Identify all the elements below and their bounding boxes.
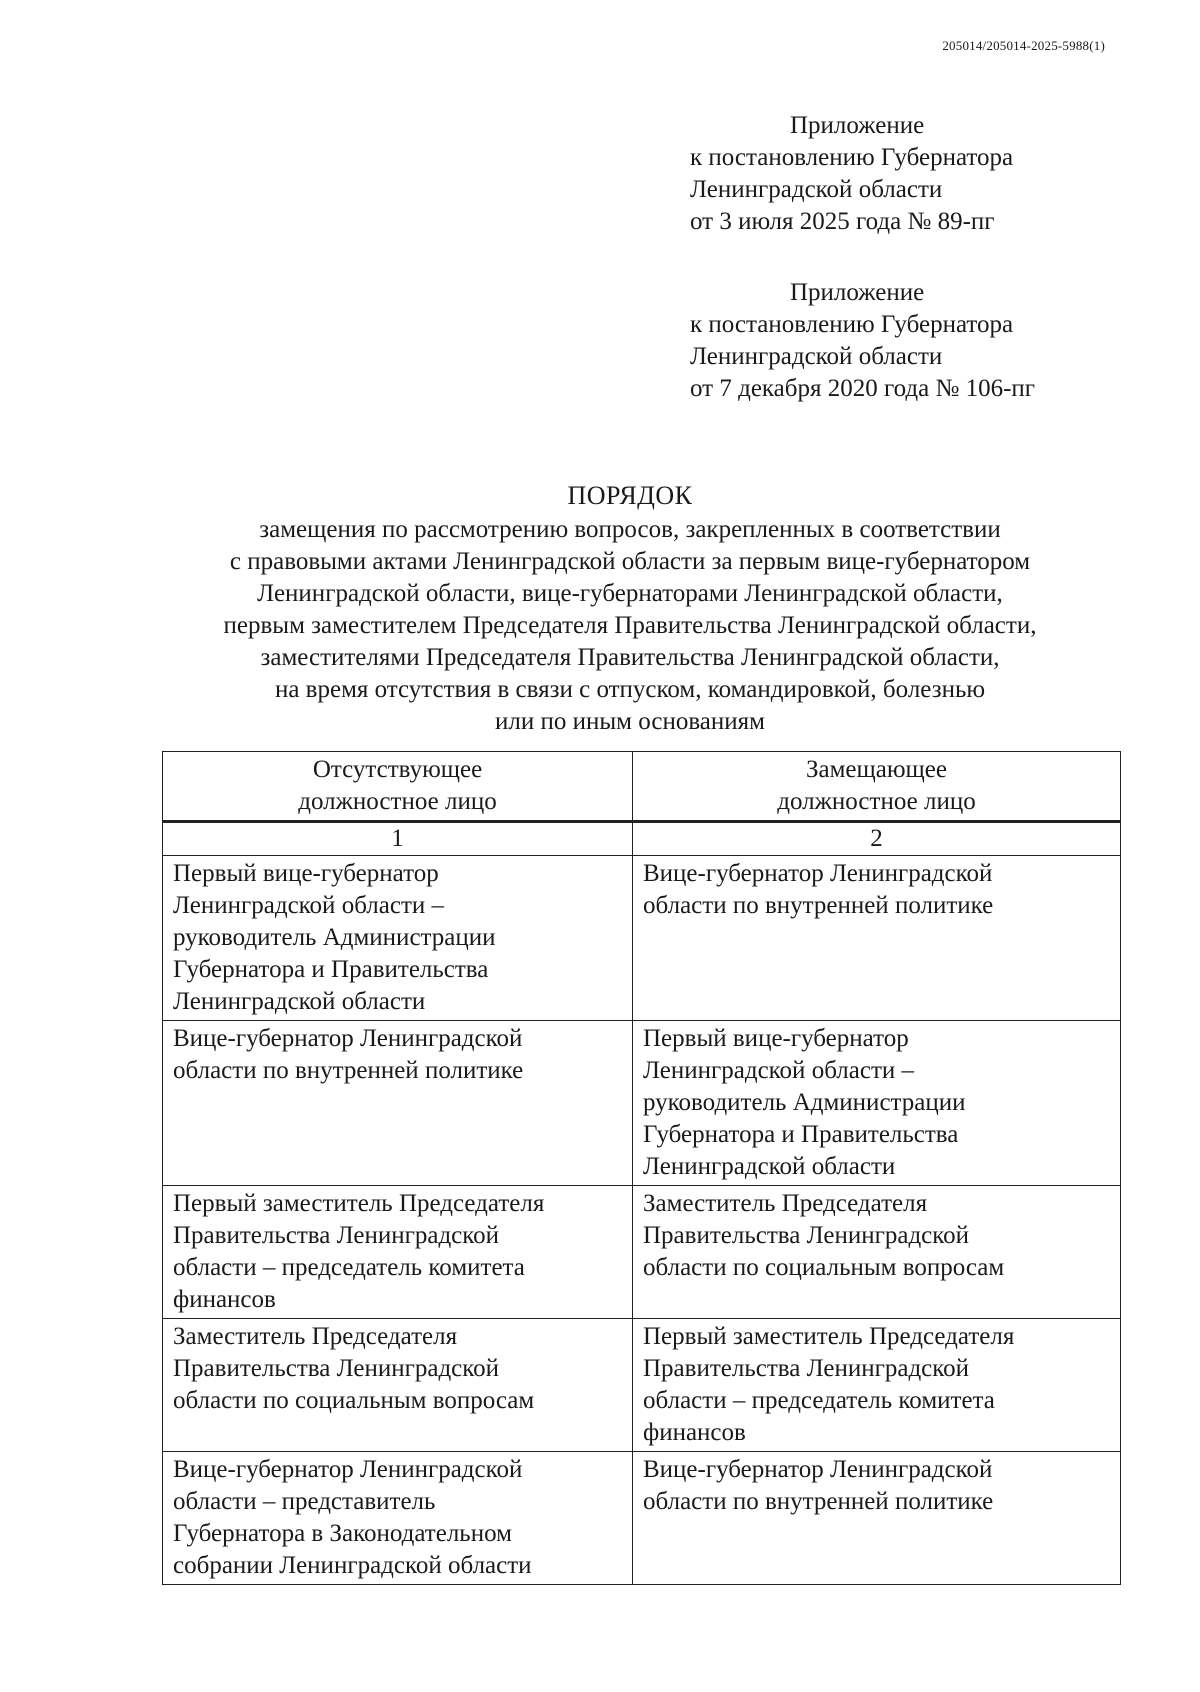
cell-text: Заместитель Председателя Правительства Ленинградской области по социальным вопросам [643,1190,1005,1281]
header-label: Замещающее должностное лицо [777,756,976,815]
title-line: Ленинградской области, вице-губернаторами Ленинградской области, [257,580,1003,607]
absent-official-cell [163,1452,633,1585]
cell-text: Заместитель Председателя Правительства Ленинградской области по социальным вопросам [173,1323,535,1414]
appendix-label: Приложение [790,112,925,139]
title-line: первым заместителем Председателя Правительства Ленинградской области, [223,612,1037,639]
cell-text: Первый заместитель Председателя Правительства Ленинградской области – председатель комитета финансов [173,1190,545,1313]
title-line: или по иным основаниям [495,708,765,735]
cell-text: Вице-губернатор Ленинградской области по внутренней политике [643,860,994,919]
header-label: Отсутствующее должностное лицо [298,756,497,815]
cell-text: Вице-губернатор Ленинградской области по внутренней политике [173,1025,524,1084]
cell-text: Вице-губернатор Ленинградской области – представитель Губернатора в Законодательном собрании Ленинградской области [173,1456,532,1579]
appendix-block-current [690,110,1150,238]
appendix-label: Приложение [790,279,925,306]
table-row [163,1021,1121,1186]
cell-text: Первый заместитель Председателя Правительства Ленинградской области – председатель комитета финансов [643,1323,1015,1446]
absent-official-cell [163,1021,633,1186]
appendix-line: к постановлению Губернатора [690,311,1014,338]
appendix-line: к постановлению Губернатора [690,144,1014,171]
header-substitute-official [633,752,1121,822]
table-header-row [163,752,1121,822]
appendix-line: Ленинградской области [690,343,943,370]
table-row [163,1186,1121,1319]
substitute-official-cell [633,1319,1121,1452]
substitute-official-cell [633,1186,1121,1319]
table-row [163,1452,1121,1585]
appendix-block-original [690,277,1150,405]
cell-text: Первый вице-губернатор Ленинградской области – руководитель Администрации Губернатора и Правительства Ленинградской области [173,860,496,1015]
header-absent-official [163,752,633,822]
absent-official-cell [163,1319,633,1452]
title-main: ПОРЯДОК [567,481,693,510]
appendix-date: от 3 июля 2025 года № 89-пг [690,208,995,235]
table-column-number-row [163,822,1121,856]
cell-text: Первый вице-губернатор Ленинградской области – руководитель Администрации Губернатора и Правительства Ленинградской области [643,1025,966,1180]
cell-text: Вице-губернатор Ленинградской области по внутренней политике [643,1456,994,1515]
table-row [163,1319,1121,1452]
document-id: 205014/205014-2025-5988(1) [942,38,1105,53]
column-number: 1 [163,822,633,856]
substitute-official-cell [633,1021,1121,1186]
table-row [163,856,1121,1021]
title-line: замещения по рассмотрению вопросов, закрепленных в соответствии [259,516,1001,543]
substitution-table [162,751,1121,1585]
substitute-official-cell [633,856,1121,1021]
title-line: с правовыми актами Ленинградской области за первым вице-губернатором [229,548,1031,575]
title-line: заместителями Председателя Правительства Ленинградской области, [260,644,1000,671]
appendix-line: Ленинградской области [690,176,943,203]
substitute-official-cell [633,1452,1121,1585]
column-number: 2 [633,822,1121,856]
document-title [150,480,1110,738]
appendix-date: от 7 декабря 2020 года № 106-пг [690,375,1036,402]
absent-official-cell [163,856,633,1021]
title-line: на время отсутствия в связи с отпуском, командировкой, болезнью [274,676,986,703]
absent-official-cell [163,1186,633,1319]
